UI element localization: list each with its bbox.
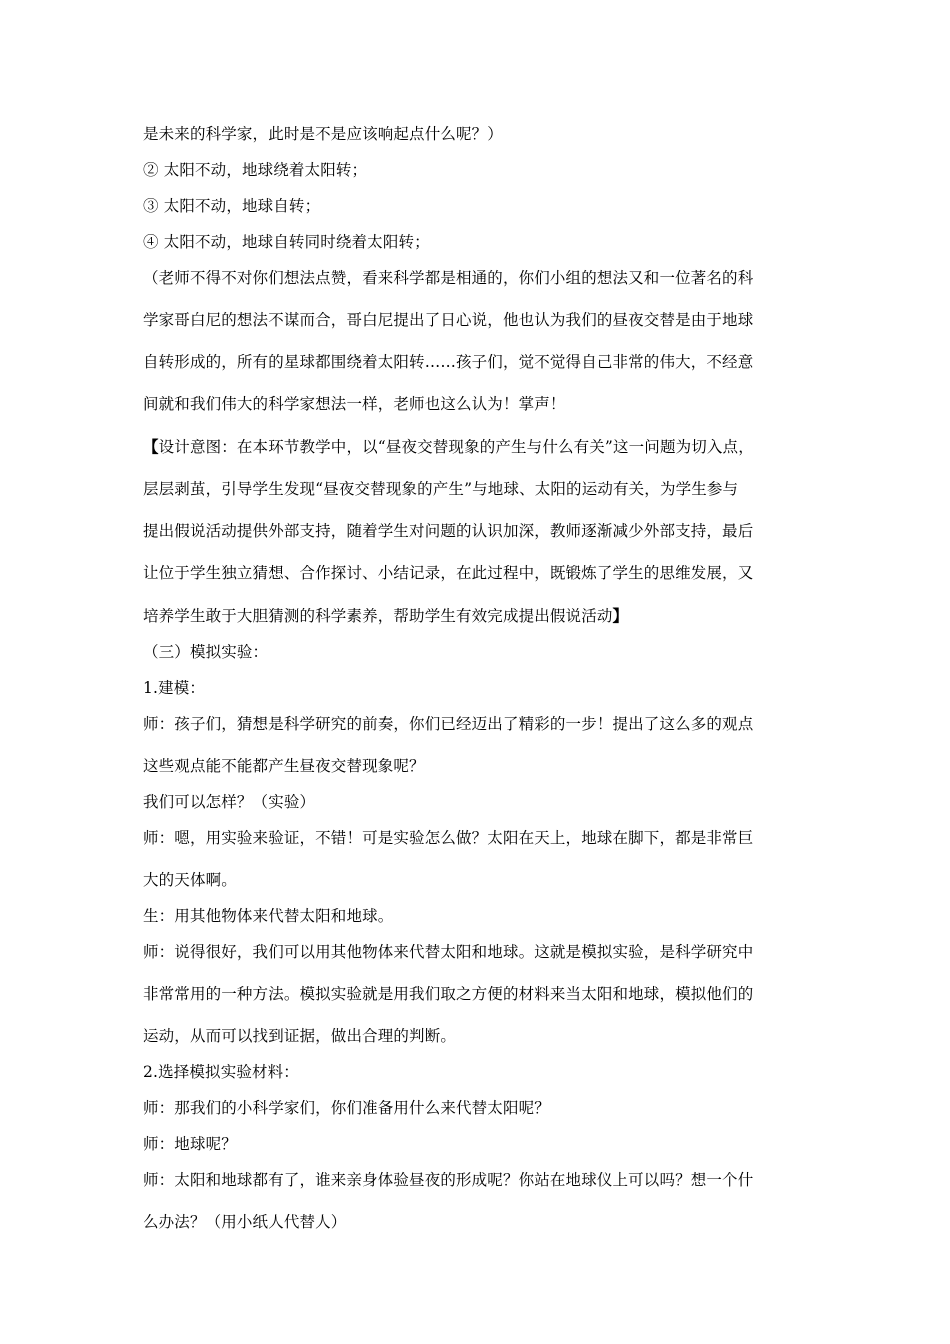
dialogue-line: 运动，从而可以找到证据，做出合理的判断。 (143, 1027, 457, 1045)
teacher-comment-line: 自转形成的，所有的星球都围绕着太阳转……孩子们，觉不觉得自己非常的伟大，不经意 (143, 353, 754, 371)
dialogue-line: 师：那我们的小科学家们，你们准备用什么来代替太阳呢？ (143, 1099, 550, 1117)
document-body (143, 124, 808, 1233)
dialogue-line: 大的天体啊。 (143, 871, 237, 889)
teacher-comment-line: 学家哥白尼的想法不谋而合，哥白尼提出了日心说，他也认为我们的昼夜交替是由于地球 (143, 311, 754, 329)
hypothesis-4: ④ 太阳不动，地球自转同时绕着太阳转； (143, 233, 430, 251)
teacher-comment-line: （老师不得不对你们想法点赞，看来科学都是相通的，你们小组的想法又和一位著名的科 (143, 269, 754, 287)
dialogue-line: 我们可以怎样？（实验） (143, 793, 316, 811)
design-intent-line: 【设计意图：在本环节教学中，以“昼夜交替现象的产生与什么有关”这一问题为切入点， (143, 437, 754, 456)
dialogue-line: 师：说得很好，我们可以用其他物体来代替太阳和地球。这就是模拟实验，是科学研究中 (143, 943, 754, 961)
hypothesis-2: ② 太阳不动，地球绕着太阳转； (143, 161, 368, 179)
dialogue-line: 生：用其他物体来代替太阳和地球。 (143, 907, 394, 925)
design-intent-line: 层层剥茧，引导学生发现“昼夜交替现象的产生”与地球、太阳的运动有关，为学生参与 (143, 480, 739, 498)
dialogue-line: 师：太阳和地球都有了，谁来亲身体验昼夜的形成呢？你站在地球仪上可以吗？想一个什 (143, 1171, 754, 1189)
subsection-heading: 1.建模： (143, 679, 206, 697)
design-intent-line: 提出假说活动提供外部支持，随着学生对问题的认识加深，教师逐渐减少外部支持，最后 (143, 522, 754, 540)
dialogue-line: 师：嗯，用实验来验证，不错！可是实验怎么做？太阳在天上，地球在脚下，都是非常巨 (143, 829, 754, 847)
subsection-heading: 2.选择模拟实验材料： (143, 1063, 299, 1081)
dialogue-line: 这些观点能不能都产生昼夜交替现象呢？ (143, 757, 425, 775)
dialogue-line: 师：地球呢？ (143, 1135, 237, 1153)
section-heading: （三）模拟实验： (143, 643, 269, 661)
design-intent-line: 培养学生敢于大胆猜测的科学素养，帮助学生有效完成提出假说活动】 (143, 606, 629, 625)
text-line: 是未来的科学家，此时是不是应该响起点什么呢？） (143, 125, 503, 143)
dialogue-line: 非常常用的一种方法。模拟实验就是用我们取之方便的材料来当太阳和地球，模拟他们的 (143, 985, 754, 1003)
dialogue-line: 么办法？（用小纸人代替人） (143, 1213, 347, 1231)
hypothesis-3: ③ 太阳不动，地球自转； (143, 197, 321, 215)
dialogue-line: 师：孩子们，猜想是科学研究的前奏，你们已经迈出了精彩的一步！提出了这么多的观点 (143, 715, 754, 733)
teacher-comment-line: 间就和我们伟大的科学家想法一样，老师也这么认为！掌声！ (143, 395, 566, 413)
design-intent-line: 让位于学生独立猜想、合作探讨、小结记录，在此过程中，既锻炼了学生的思维发展，又 (143, 564, 754, 582)
